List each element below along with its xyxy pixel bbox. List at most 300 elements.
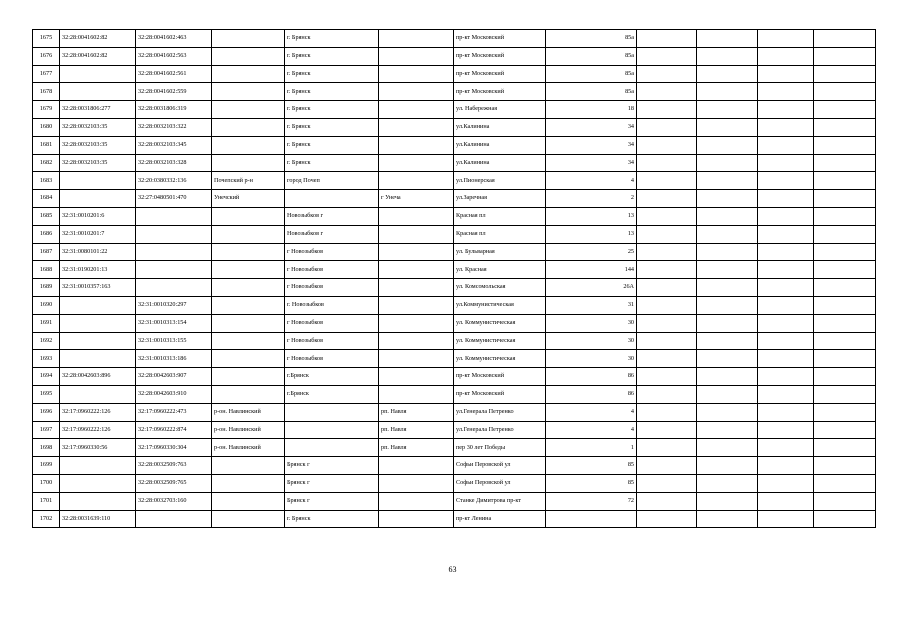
cell-empty — [758, 385, 814, 403]
cell-number: 1700 — [33, 474, 60, 492]
cell-city: Брянск г — [285, 492, 379, 510]
cell-cadastral-land: 32:31:0010201:7 — [60, 225, 136, 243]
cell-cadastral-land: 32:17:0960222:126 — [60, 421, 136, 439]
cell-house: 13 — [546, 207, 637, 225]
cell-empty — [637, 403, 697, 421]
cell-empty — [697, 403, 758, 421]
cell-district — [212, 101, 285, 119]
cell-settlement — [379, 314, 454, 332]
cell-empty — [637, 439, 697, 457]
cell-house: 4 — [546, 403, 637, 421]
cell-cadastral-object: 32:17:0960330:304 — [136, 439, 212, 457]
cell-empty — [697, 261, 758, 279]
cell-empty — [697, 118, 758, 136]
cell-district — [212, 83, 285, 101]
cell-street: ул.Коммунистическая — [454, 296, 546, 314]
table-row — [33, 314, 876, 332]
cell-house: 34 — [546, 154, 637, 172]
cell-house: 4 — [546, 172, 637, 190]
cell-number: 1701 — [33, 492, 60, 510]
cell-city: г Новозыбков — [285, 332, 379, 350]
cell-settlement — [379, 261, 454, 279]
cell-cadastral-land: 32:28:0031639:110 — [60, 510, 136, 528]
table-row — [33, 225, 876, 243]
cell-district — [212, 332, 285, 350]
cell-city: г.Брянск — [285, 385, 379, 403]
cell-empty — [814, 83, 876, 101]
cell-district — [212, 47, 285, 65]
cell-city: г. Брянск — [285, 83, 379, 101]
table-row — [33, 403, 876, 421]
cell-district — [212, 492, 285, 510]
cell-city: г. Брянск — [285, 510, 379, 528]
cell-empty — [758, 510, 814, 528]
cell-cadastral-land — [60, 385, 136, 403]
cell-empty — [758, 190, 814, 208]
cell-district: р-он. Навлинский — [212, 403, 285, 421]
cell-settlement — [379, 385, 454, 403]
cell-empty — [637, 154, 697, 172]
cell-cadastral-object: 32:31:0010313:186 — [136, 350, 212, 368]
cell-empty — [814, 190, 876, 208]
cell-district: Унечский — [212, 190, 285, 208]
cell-house: 34 — [546, 118, 637, 136]
cell-district — [212, 154, 285, 172]
cell-district: р-он. Навлинский — [212, 439, 285, 457]
cell-district — [212, 510, 285, 528]
table-row — [33, 296, 876, 314]
cell-house: 86 — [546, 368, 637, 386]
cell-house: 85а — [546, 83, 637, 101]
cell-cadastral-object: 32:28:0042603:910 — [136, 385, 212, 403]
cell-empty — [814, 314, 876, 332]
cell-settlement — [379, 225, 454, 243]
cell-empty — [697, 225, 758, 243]
cell-settlement — [379, 243, 454, 261]
cell-empty — [637, 350, 697, 368]
cell-empty — [637, 101, 697, 119]
cell-house: 31 — [546, 296, 637, 314]
cell-settlement: рп. Навля — [379, 403, 454, 421]
cell-empty — [758, 83, 814, 101]
cell-empty — [637, 279, 697, 297]
cell-settlement — [379, 47, 454, 65]
cell-cadastral-land — [60, 474, 136, 492]
cell-city: Новозыбков г — [285, 207, 379, 225]
cell-empty — [814, 207, 876, 225]
cell-empty — [637, 65, 697, 83]
cell-cadastral-object: 32:28:0041602:463 — [136, 30, 212, 48]
table-row — [33, 190, 876, 208]
cell-number: 1692 — [33, 332, 60, 350]
cell-empty — [814, 421, 876, 439]
cell-empty — [758, 261, 814, 279]
cell-city: город Почеп — [285, 172, 379, 190]
cell-cadastral-land — [60, 350, 136, 368]
cell-city — [285, 190, 379, 208]
cell-number: 1693 — [33, 350, 60, 368]
cell-empty — [697, 314, 758, 332]
cell-cadastral-land: 32:28:0041602:82 — [60, 47, 136, 65]
cell-city — [285, 421, 379, 439]
cell-empty — [637, 474, 697, 492]
cell-settlement — [379, 154, 454, 172]
table-row — [33, 207, 876, 225]
cell-street: пр-кт Ленина — [454, 510, 546, 528]
cell-house: 30 — [546, 332, 637, 350]
cell-street: Софьи Перовской ул — [454, 474, 546, 492]
cell-empty — [814, 385, 876, 403]
cell-house: 85а — [546, 65, 637, 83]
cell-street: ул. Красная — [454, 261, 546, 279]
cell-city: г Новозыбков — [285, 314, 379, 332]
cell-city: г. Брянск — [285, 65, 379, 83]
cell-settlement — [379, 368, 454, 386]
cell-house: 72 — [546, 492, 637, 510]
cell-district — [212, 457, 285, 475]
cell-city: г. Новозыбков — [285, 296, 379, 314]
cell-empty — [697, 457, 758, 475]
cell-street: ул. Коммунистическая — [454, 314, 546, 332]
cell-city: г. Брянск — [285, 136, 379, 154]
cell-empty — [697, 350, 758, 368]
cell-number: 1691 — [33, 314, 60, 332]
cell-district — [212, 30, 285, 48]
cell-empty — [637, 457, 697, 475]
cell-settlement — [379, 30, 454, 48]
cell-cadastral-object: 32:28:0032509:765 — [136, 474, 212, 492]
cell-district — [212, 207, 285, 225]
cell-empty — [758, 296, 814, 314]
cell-empty — [637, 83, 697, 101]
cell-cadastral-land — [60, 492, 136, 510]
cell-settlement — [379, 350, 454, 368]
cell-empty — [637, 492, 697, 510]
cell-settlement — [379, 492, 454, 510]
cell-city: г Новозыбков — [285, 279, 379, 297]
cell-number: 1698 — [33, 439, 60, 457]
cell-district — [212, 136, 285, 154]
cell-number: 1682 — [33, 154, 60, 172]
table-row — [33, 101, 876, 119]
cell-cadastral-land — [60, 332, 136, 350]
table-row — [33, 30, 876, 48]
cell-city: г Новозыбков — [285, 261, 379, 279]
cell-empty — [697, 439, 758, 457]
cell-cadastral-land: 32:28:0032103:35 — [60, 154, 136, 172]
cell-house: 18 — [546, 101, 637, 119]
cell-cadastral-land — [60, 457, 136, 475]
cell-house: 4 — [546, 421, 637, 439]
cell-district — [212, 261, 285, 279]
cell-empty — [637, 296, 697, 314]
cell-district — [212, 350, 285, 368]
cell-house: 34 — [546, 136, 637, 154]
cell-empty — [697, 510, 758, 528]
cell-house: 85а — [546, 30, 637, 48]
cell-settlement — [379, 474, 454, 492]
cell-empty — [697, 30, 758, 48]
cell-empty — [814, 30, 876, 48]
cell-empty — [697, 190, 758, 208]
cell-street: Станке Димитрова пр-кт — [454, 492, 546, 510]
cell-empty — [758, 368, 814, 386]
table-row — [33, 65, 876, 83]
cell-empty — [637, 30, 697, 48]
cell-empty — [697, 207, 758, 225]
cell-cadastral-object — [136, 225, 212, 243]
cell-cadastral-land — [60, 190, 136, 208]
cell-city: г. Брянск — [285, 101, 379, 119]
cell-cadastral-object — [136, 261, 212, 279]
cell-number: 1684 — [33, 190, 60, 208]
cell-cadastral-land: 32:31:0010201:6 — [60, 207, 136, 225]
cell-number: 1699 — [33, 457, 60, 475]
cell-empty — [697, 154, 758, 172]
cell-house: 86 — [546, 385, 637, 403]
cell-street: ул. Набережная — [454, 101, 546, 119]
cell-empty — [758, 172, 814, 190]
cell-district — [212, 225, 285, 243]
cell-house: 2 — [546, 190, 637, 208]
cell-settlement — [379, 279, 454, 297]
table-row — [33, 492, 876, 510]
cell-empty — [637, 261, 697, 279]
table-row — [33, 261, 876, 279]
cell-district — [212, 65, 285, 83]
cell-empty — [814, 243, 876, 261]
cell-number: 1690 — [33, 296, 60, 314]
cell-street: пр-кт Московский — [454, 65, 546, 83]
cell-street: пр-кт Московский — [454, 47, 546, 65]
cell-empty — [697, 474, 758, 492]
cell-empty — [758, 492, 814, 510]
table-row — [33, 154, 876, 172]
cell-empty — [758, 421, 814, 439]
cell-house: 144 — [546, 261, 637, 279]
cell-house: 30 — [546, 314, 637, 332]
cell-number: 1686 — [33, 225, 60, 243]
cell-number: 1680 — [33, 118, 60, 136]
table-row — [33, 172, 876, 190]
cell-street: Софьи Перовской ул — [454, 457, 546, 475]
cell-cadastral-land: 32:28:0032103:35 — [60, 136, 136, 154]
cell-empty — [697, 421, 758, 439]
cell-house: 85 — [546, 474, 637, 492]
cell-settlement — [379, 332, 454, 350]
cell-empty — [697, 83, 758, 101]
cell-number: 1696 — [33, 403, 60, 421]
cell-empty — [637, 207, 697, 225]
cell-empty — [758, 65, 814, 83]
cell-number: 1677 — [33, 65, 60, 83]
cell-empty — [637, 421, 697, 439]
cell-empty — [637, 243, 697, 261]
cell-empty — [758, 279, 814, 297]
table-row — [33, 83, 876, 101]
cell-empty — [637, 172, 697, 190]
cell-district: р-он. Навлинский — [212, 421, 285, 439]
cell-settlement — [379, 118, 454, 136]
cell-street: Красная пл — [454, 207, 546, 225]
cell-cadastral-object: 32:31:0010320:297 — [136, 296, 212, 314]
cell-number: 1681 — [33, 136, 60, 154]
table-row — [33, 421, 876, 439]
cell-district — [212, 368, 285, 386]
cell-empty — [758, 474, 814, 492]
table-row — [33, 118, 876, 136]
cell-street: пр-кт Московский — [454, 30, 546, 48]
cell-cadastral-object — [136, 207, 212, 225]
cell-empty — [637, 368, 697, 386]
cell-cadastral-object — [136, 510, 212, 528]
cell-empty — [814, 279, 876, 297]
page-number: 63 — [448, 565, 457, 574]
cell-number: 1683 — [33, 172, 60, 190]
cell-empty — [814, 172, 876, 190]
cell-cadastral-land: 32:31:0190201:13 — [60, 261, 136, 279]
cell-district — [212, 314, 285, 332]
cell-district — [212, 474, 285, 492]
cell-street: пер 30 лет Победы — [454, 439, 546, 457]
cell-street: ул.Калинина — [454, 136, 546, 154]
cell-city: Брянск г — [285, 474, 379, 492]
cell-empty — [814, 474, 876, 492]
cell-empty — [814, 510, 876, 528]
registry-body — [33, 30, 876, 528]
cell-empty — [697, 101, 758, 119]
cell-street: пр-кт Московский — [454, 83, 546, 101]
cell-cadastral-land: 32:31:0010357:163 — [60, 279, 136, 297]
cell-number: 1702 — [33, 510, 60, 528]
cell-empty — [814, 492, 876, 510]
cell-district — [212, 243, 285, 261]
cell-empty — [814, 457, 876, 475]
cell-empty — [697, 65, 758, 83]
cell-cadastral-object — [136, 279, 212, 297]
cell-empty — [637, 136, 697, 154]
cell-cadastral-land — [60, 172, 136, 190]
cell-cadastral-object: 32:31:0010313:154 — [136, 314, 212, 332]
cell-empty — [637, 118, 697, 136]
cell-district — [212, 296, 285, 314]
cell-empty — [814, 225, 876, 243]
table-row — [33, 368, 876, 386]
cell-empty — [697, 136, 758, 154]
registry-table — [32, 29, 876, 528]
cell-empty — [814, 65, 876, 83]
cell-house: 13 — [546, 225, 637, 243]
cell-empty — [814, 136, 876, 154]
cell-cadastral-land — [60, 296, 136, 314]
cell-district: Почепский р-н — [212, 172, 285, 190]
cell-empty — [758, 225, 814, 243]
cell-empty — [697, 492, 758, 510]
cell-cadastral-land: 32:28:0041602:82 — [60, 30, 136, 48]
cell-empty — [697, 47, 758, 65]
cell-cadastral-object: 32:17:0960222:473 — [136, 403, 212, 421]
cell-cadastral-object: 32:28:0032103:328 — [136, 154, 212, 172]
cell-empty — [814, 368, 876, 386]
table-row — [33, 136, 876, 154]
cell-cadastral-object: 32:27:0480501:470 — [136, 190, 212, 208]
cell-cadastral-object: 32:28:0031806:319 — [136, 101, 212, 119]
cell-settlement — [379, 136, 454, 154]
cell-settlement — [379, 296, 454, 314]
cell-cadastral-land: 32:28:0031806:277 — [60, 101, 136, 119]
cell-empty — [758, 439, 814, 457]
cell-city: г.Брянск — [285, 368, 379, 386]
cell-empty — [758, 136, 814, 154]
cell-district — [212, 279, 285, 297]
cell-city — [285, 439, 379, 457]
cell-house: 25 — [546, 243, 637, 261]
cell-cadastral-object: 32:28:0041602:561 — [136, 65, 212, 83]
cell-cadastral-object: 32:28:0041602:563 — [136, 47, 212, 65]
table-row — [33, 385, 876, 403]
cell-empty — [758, 350, 814, 368]
cell-empty — [758, 314, 814, 332]
cell-city: г Новозыбков — [285, 350, 379, 368]
cell-empty — [814, 332, 876, 350]
table-row — [33, 332, 876, 350]
cell-cadastral-land — [60, 65, 136, 83]
cell-empty — [814, 350, 876, 368]
cell-number: 1675 — [33, 30, 60, 48]
table-row — [33, 457, 876, 475]
table-row — [33, 279, 876, 297]
table-row — [33, 350, 876, 368]
cell-number: 1687 — [33, 243, 60, 261]
cell-empty — [758, 207, 814, 225]
cell-house: 30 — [546, 350, 637, 368]
cell-empty — [814, 261, 876, 279]
cell-number: 1694 — [33, 368, 60, 386]
cell-street: Красная пл — [454, 225, 546, 243]
cell-settlement — [379, 207, 454, 225]
cell-cadastral-land: 32:17:0960330:56 — [60, 439, 136, 457]
cell-street: ул.Заречная — [454, 190, 546, 208]
cell-cadastral-land: 32:31:0080101:22 — [60, 243, 136, 261]
cell-cadastral-object: 32:20:0380332:136 — [136, 172, 212, 190]
cell-street: ул.Калинина — [454, 118, 546, 136]
cell-empty — [637, 385, 697, 403]
cell-empty — [637, 510, 697, 528]
cell-house — [546, 510, 637, 528]
cell-cadastral-object: 32:28:0032703:160 — [136, 492, 212, 510]
cell-street: пр-кт Московский — [454, 368, 546, 386]
cell-empty — [637, 47, 697, 65]
cell-cadastral-land: 32:17:0960222:126 — [60, 403, 136, 421]
cell-city: Брянск г — [285, 457, 379, 475]
cell-cadastral-object: 32:28:0032103:345 — [136, 136, 212, 154]
cell-number: 1685 — [33, 207, 60, 225]
cell-settlement — [379, 65, 454, 83]
cell-settlement — [379, 101, 454, 119]
cell-district — [212, 385, 285, 403]
cell-empty — [637, 314, 697, 332]
cell-cadastral-land — [60, 314, 136, 332]
table-row — [33, 510, 876, 528]
cell-street: ул.Генерала Петренко — [454, 403, 546, 421]
cell-empty — [697, 296, 758, 314]
cell-street: ул. Коммунистическая — [454, 332, 546, 350]
cell-empty — [697, 172, 758, 190]
cell-cadastral-object: 32:28:0042603:907 — [136, 368, 212, 386]
cell-settlement: рп. Навля — [379, 421, 454, 439]
cell-empty — [697, 332, 758, 350]
cell-settlement: г Унеча — [379, 190, 454, 208]
